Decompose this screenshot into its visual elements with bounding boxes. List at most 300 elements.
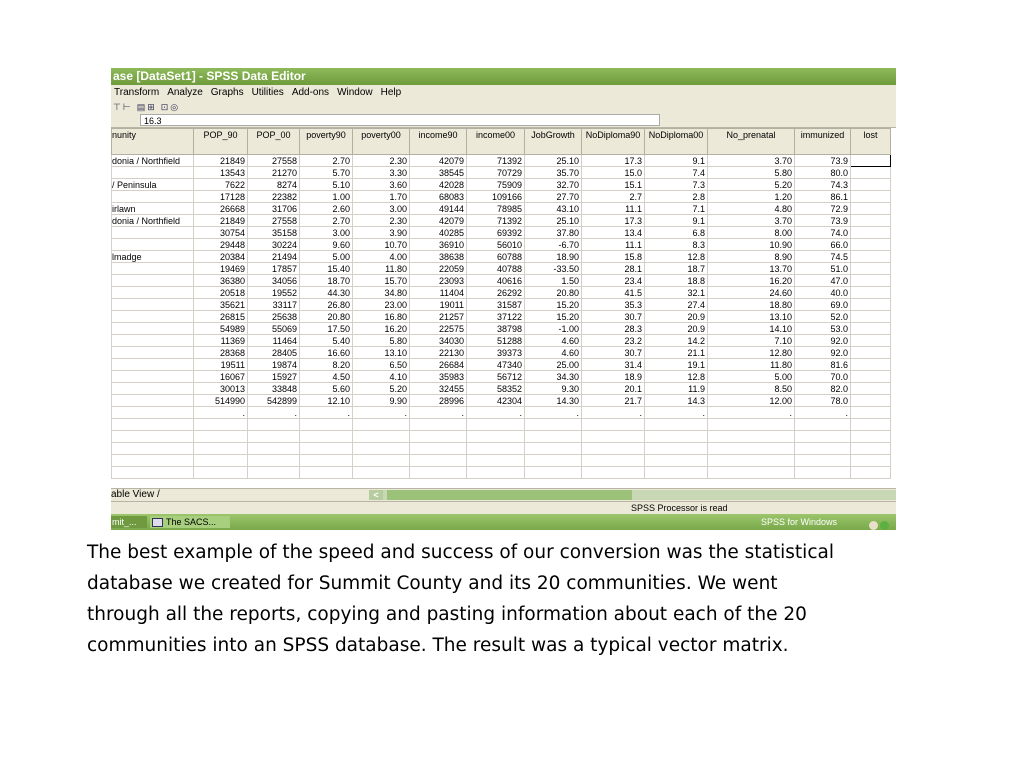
table-cell[interactable]: / Peninsula [112,179,194,191]
table-cell[interactable]: 82.0 [795,383,851,395]
table-cell[interactable] [851,155,891,167]
table-cell[interactable]: 38545 [410,167,467,179]
table-cell[interactable]: 19511 [194,359,248,371]
table-cell[interactable]: 51.0 [795,263,851,275]
table-cell[interactable] [112,299,194,311]
table-cell[interactable]: 2.30 [353,155,410,167]
table-cell[interactable] [582,455,645,467]
table-cell[interactable] [112,419,194,431]
menu-item-transform[interactable]: Transform [114,87,160,98]
column-header-nodiploma90[interactable]: NoDiploma90 [582,129,645,155]
table-cell[interactable]: 12.80 [708,347,795,359]
table-cell[interactable] [851,311,891,323]
table-cell[interactable]: 38638 [410,251,467,263]
table-cell[interactable]: 44.30 [300,287,353,299]
table-cell[interactable]: 14.3 [645,395,708,407]
table-cell[interactable]: 3.70 [708,155,795,167]
table-cell[interactable] [353,455,410,467]
menu-item-graphs[interactable]: Graphs [210,87,244,98]
table-cell[interactable]: 13.4 [582,227,645,239]
table-cell[interactable]: 28.1 [582,263,645,275]
table-cell[interactable]: 34.80 [353,287,410,299]
table-cell[interactable]: . [467,407,525,419]
table-cell[interactable] [851,455,891,467]
column-header-poverty00[interactable]: poverty00 [353,129,410,155]
table-cell[interactable]: 11369 [194,335,248,347]
table-cell[interactable]: 80.0 [795,167,851,179]
table-cell[interactable]: 18.9 [582,371,645,383]
table-cell[interactable]: 16.20 [708,275,795,287]
table-cell[interactable]: 33848 [248,383,300,395]
table-cell[interactable] [851,203,891,215]
table-cell[interactable]: 14.2 [645,335,708,347]
table-cell[interactable]: . [410,407,467,419]
column-header-lost[interactable]: lost [851,129,891,155]
table-cell[interactable] [582,467,645,479]
column-header-jobgrowth[interactable]: JobGrowth [525,129,582,155]
column-header-nunity[interactable]: nunity [112,129,194,155]
table-cell[interactable]: 30.7 [582,347,645,359]
table-cell[interactable]: 20.80 [525,287,582,299]
table-cell[interactable] [851,179,891,191]
table-cell[interactable]: 28405 [248,347,300,359]
table-cell[interactable]: 35.3 [582,299,645,311]
table-cell[interactable] [353,467,410,479]
table-cell[interactable]: 12.10 [300,395,353,407]
table-cell[interactable]: 92.0 [795,347,851,359]
table-cell[interactable]: 11.80 [708,359,795,371]
table-cell[interactable] [353,443,410,455]
table-cell[interactable]: 17857 [248,263,300,275]
table-cell[interactable]: 27.70 [525,191,582,203]
table-cell[interactable]: 19552 [248,287,300,299]
table-cell[interactable] [851,239,891,251]
table-cell[interactable]: . [645,407,708,419]
table-cell[interactable] [410,455,467,467]
table-cell[interactable] [194,443,248,455]
table-cell[interactable]: 4.50 [300,371,353,383]
table-cell[interactable]: 24.60 [708,287,795,299]
table-cell[interactable]: 74.0 [795,227,851,239]
table-cell[interactable]: 7.1 [645,203,708,215]
table-cell[interactable] [300,431,353,443]
table-cell[interactable]: 2.70 [300,215,353,227]
table-cell[interactable] [645,455,708,467]
table-cell[interactable] [112,431,194,443]
table-cell[interactable] [708,431,795,443]
table-cell[interactable]: 11.80 [353,263,410,275]
column-header-no-prenatal[interactable]: No_prenatal [708,129,795,155]
table-cell[interactable]: 5.20 [708,179,795,191]
table-cell[interactable]: . [525,407,582,419]
table-cell[interactable]: 34030 [410,335,467,347]
table-cell[interactable] [410,443,467,455]
table-cell[interactable] [645,419,708,431]
table-cell[interactable]: 21849 [194,155,248,167]
table-cell[interactable]: 7.10 [708,335,795,347]
table-cell[interactable] [112,359,194,371]
table-cell[interactable]: 26.80 [300,299,353,311]
table-cell[interactable]: 32455 [410,383,467,395]
table-cell[interactable] [708,443,795,455]
select-cases-icon[interactable]: ⊡ [160,102,169,112]
table-cell[interactable]: 32.1 [645,287,708,299]
table-cell[interactable]: 5.80 [708,167,795,179]
table-cell[interactable]: 15.0 [582,167,645,179]
table-cell[interactable]: 22382 [248,191,300,203]
table-cell[interactable] [112,383,194,395]
table-cell[interactable]: 11.1 [582,203,645,215]
table-cell[interactable]: 40788 [467,263,525,275]
network-icon[interactable] [869,521,878,530]
table-cell[interactable] [112,407,194,419]
table-cell[interactable]: 3.30 [353,167,410,179]
table-cell[interactable]: 5.80 [353,335,410,347]
table-cell[interactable]: 5.40 [300,335,353,347]
table-cell[interactable]: 7.3 [645,179,708,191]
table-cell[interactable]: . [248,407,300,419]
table-cell[interactable]: 71392 [467,215,525,227]
table-cell[interactable] [467,419,525,431]
table-cell[interactable]: 68083 [410,191,467,203]
table-cell[interactable]: 12.00 [708,395,795,407]
table-cell[interactable]: 21494 [248,251,300,263]
table-cell[interactable]: 5.60 [300,383,353,395]
table-cell[interactable] [112,347,194,359]
table-cell[interactable] [851,467,891,479]
table-cell[interactable]: 19.1 [645,359,708,371]
table-cell[interactable]: 11.1 [582,239,645,251]
table-cell[interactable]: 17.3 [582,215,645,227]
table-cell[interactable]: . [353,407,410,419]
table-cell[interactable]: 5.70 [300,167,353,179]
table-cell[interactable]: 72.9 [795,203,851,215]
table-cell[interactable]: 29448 [194,239,248,251]
table-cell[interactable] [582,443,645,455]
table-cell[interactable]: 6.50 [353,359,410,371]
table-cell[interactable] [851,347,891,359]
table-cell[interactable]: 4.10 [353,371,410,383]
table-cell[interactable]: 2.8 [645,191,708,203]
table-cell[interactable] [708,419,795,431]
table-cell[interactable]: 16.20 [353,323,410,335]
table-cell[interactable] [525,455,582,467]
table-cell[interactable]: 15927 [248,371,300,383]
table-cell[interactable]: 19011 [410,299,467,311]
table-cell[interactable] [851,299,891,311]
menu-item-utilities[interactable]: Utilities [251,87,284,98]
table-cell[interactable] [525,467,582,479]
table-cell[interactable] [353,431,410,443]
table-cell[interactable]: 31587 [467,299,525,311]
table-cell[interactable]: 42028 [410,179,467,191]
table-cell[interactable] [467,443,525,455]
column-header-income00[interactable]: income00 [467,129,525,155]
table-cell[interactable]: 26815 [194,311,248,323]
table-cell[interactable]: 54989 [194,323,248,335]
table-cell[interactable] [467,467,525,479]
table-cell[interactable]: 32.70 [525,179,582,191]
table-cell[interactable] [248,419,300,431]
table-cell[interactable] [851,275,891,287]
table-cell[interactable]: 35.70 [525,167,582,179]
table-cell[interactable] [525,443,582,455]
table-cell[interactable] [795,431,851,443]
table-cell[interactable]: 60788 [467,251,525,263]
weight-cases-icon[interactable]: ⊞ [147,102,155,112]
table-cell[interactable] [851,287,891,299]
table-cell[interactable] [300,443,353,455]
table-cell[interactable] [525,431,582,443]
table-cell[interactable]: 75909 [467,179,525,191]
table-cell[interactable]: 8.90 [708,251,795,263]
table-cell[interactable]: 28.3 [582,323,645,335]
table-cell[interactable]: 27558 [248,155,300,167]
menu-item-analyze[interactable]: Analyze [167,87,203,98]
table-cell[interactable]: 8.00 [708,227,795,239]
table-cell[interactable]: . [582,407,645,419]
table-cell[interactable]: 5.10 [300,179,353,191]
table-cell[interactable]: 10.90 [708,239,795,251]
table-cell[interactable] [851,215,891,227]
table-cell[interactable]: 25.10 [525,215,582,227]
table-cell[interactable] [645,443,708,455]
table-cell[interactable] [410,467,467,479]
table-cell[interactable]: 8.50 [708,383,795,395]
table-cell[interactable] [248,455,300,467]
table-cell[interactable]: 3.70 [708,215,795,227]
table-cell[interactable]: 35983 [410,371,467,383]
table-cell[interactable] [851,359,891,371]
table-cell[interactable]: -33.50 [525,263,582,275]
table-cell[interactable]: 9.30 [525,383,582,395]
table-cell[interactable] [112,263,194,275]
table-cell[interactable] [112,455,194,467]
table-cell[interactable]: 40.0 [795,287,851,299]
table-cell[interactable]: 4.80 [708,203,795,215]
menu-item-window[interactable]: Window [337,87,373,98]
split-file-icon[interactable]: ▤ [136,102,146,112]
table-cell[interactable] [112,311,194,323]
table-cell[interactable]: donia / Northfield [112,155,194,167]
table-cell[interactable]: 5.00 [708,371,795,383]
table-cell[interactable]: 2.7 [582,191,645,203]
table-cell[interactable]: 47.0 [795,275,851,287]
table-cell[interactable]: 5.00 [300,251,353,263]
table-cell[interactable]: 19469 [194,263,248,275]
table-cell[interactable] [795,467,851,479]
column-header-nodiploma00[interactable]: NoDiploma00 [645,129,708,155]
table-cell[interactable]: 81.6 [795,359,851,371]
table-cell[interactable]: 20518 [194,287,248,299]
table-cell[interactable]: 15.1 [582,179,645,191]
table-cell[interactable]: 15.40 [300,263,353,275]
table-cell[interactable] [112,191,194,203]
table-cell[interactable]: . [194,407,248,419]
table-cell[interactable]: 18.7 [645,263,708,275]
table-cell[interactable]: 2.60 [300,203,353,215]
table-cell[interactable]: 23.2 [582,335,645,347]
table-cell[interactable] [112,167,194,179]
table-cell[interactable]: 13.10 [708,311,795,323]
table-cell[interactable]: 37.80 [525,227,582,239]
table-cell[interactable]: 514990 [194,395,248,407]
table-cell[interactable]: 17128 [194,191,248,203]
table-cell[interactable]: 71392 [467,155,525,167]
column-header-pop-90[interactable]: POP_90 [194,129,248,155]
table-cell[interactable] [112,227,194,239]
table-cell[interactable]: 25638 [248,311,300,323]
table-cell[interactable] [410,419,467,431]
table-cell[interactable]: 74.5 [795,251,851,263]
table-cell[interactable] [248,443,300,455]
table-cell[interactable]: 23.4 [582,275,645,287]
table-cell[interactable] [112,443,194,455]
table-cell[interactable] [851,383,891,395]
table-cell[interactable] [112,323,194,335]
table-cell[interactable]: 23093 [410,275,467,287]
table-cell[interactable]: 28368 [194,347,248,359]
table-cell[interactable]: 30013 [194,383,248,395]
table-cell[interactable]: 19874 [248,359,300,371]
table-cell[interactable]: 25.10 [525,155,582,167]
taskbar-item-sacs[interactable] [150,516,230,528]
table-cell[interactable]: 53.0 [795,323,851,335]
column-header-income90[interactable]: income90 [410,129,467,155]
table-cell[interactable] [851,443,891,455]
table-cell[interactable]: 47340 [467,359,525,371]
table-cell[interactable]: 55069 [248,323,300,335]
table-cell[interactable]: 3.00 [353,203,410,215]
table-cell[interactable]: 69.0 [795,299,851,311]
table-cell[interactable]: 51288 [467,335,525,347]
table-cell[interactable]: 35621 [194,299,248,311]
table-cell[interactable] [795,443,851,455]
column-header-pop-00[interactable]: POP_00 [248,129,300,155]
table-cell[interactable]: 34056 [248,275,300,287]
table-cell[interactable]: 542899 [248,395,300,407]
table-cell[interactable] [851,227,891,239]
table-cell[interactable] [851,251,891,263]
table-cell[interactable] [112,335,194,347]
table-cell[interactable]: 7622 [194,179,248,191]
table-cell[interactable] [248,431,300,443]
table-cell[interactable]: 86.1 [795,191,851,203]
table-cell[interactable]: 16.60 [300,347,353,359]
table-cell[interactable]: 58352 [467,383,525,395]
table-cell[interactable]: 12.8 [645,371,708,383]
table-cell[interactable]: . [708,407,795,419]
table-cell[interactable] [300,455,353,467]
table-cell[interactable]: 3.60 [353,179,410,191]
table-cell[interactable] [795,419,851,431]
table-cell[interactable]: -6.70 [525,239,582,251]
table-cell[interactable]: 20.9 [645,323,708,335]
table-cell[interactable]: 9.90 [353,395,410,407]
table-cell[interactable]: 18.70 [300,275,353,287]
table-cell[interactable] [248,467,300,479]
table-cell[interactable]: 26668 [194,203,248,215]
table-cell[interactable] [467,455,525,467]
table-cell[interactable]: 52.0 [795,311,851,323]
table-cell[interactable]: 11404 [410,287,467,299]
table-cell[interactable] [851,191,891,203]
table-cell[interactable]: 40285 [410,227,467,239]
table-cell[interactable]: 23.00 [353,299,410,311]
table-cell[interactable]: 28996 [410,395,467,407]
table-cell[interactable]: 70729 [467,167,525,179]
chart-icon[interactable]: ⊢ [122,102,131,112]
table-cell[interactable] [467,431,525,443]
table-cell[interactable] [410,431,467,443]
table-cell[interactable]: 27.4 [645,299,708,311]
table-cell[interactable]: 10.70 [353,239,410,251]
table-cell[interactable]: 9.1 [645,155,708,167]
table-cell[interactable] [194,419,248,431]
table-cell[interactable]: 25.00 [525,359,582,371]
table-cell[interactable]: 70.0 [795,371,851,383]
table-cell[interactable]: 92.0 [795,335,851,347]
table-cell[interactable]: 30224 [248,239,300,251]
table-cell[interactable]: 9.1 [645,215,708,227]
security-icon[interactable] [880,521,889,530]
table-cell[interactable]: 17.50 [300,323,353,335]
table-cell[interactable]: 9.60 [300,239,353,251]
table-cell[interactable]: 33117 [248,299,300,311]
table-cell[interactable]: 13.10 [353,347,410,359]
table-cell[interactable]: 49144 [410,203,467,215]
table-cell[interactable]: 4.00 [353,251,410,263]
table-cell[interactable]: 11.9 [645,383,708,395]
table-cell[interactable] [851,335,891,347]
table-cell[interactable] [851,323,891,335]
table-cell[interactable]: 1.70 [353,191,410,203]
table-cell[interactable]: 18.8 [645,275,708,287]
table-cell[interactable]: 42079 [410,155,467,167]
table-cell[interactable]: 7.4 [645,167,708,179]
table-cell[interactable]: 13543 [194,167,248,179]
table-cell[interactable]: 2.30 [353,215,410,227]
table-cell[interactable]: 74.3 [795,179,851,191]
table-cell[interactable] [194,467,248,479]
scrollbar-thumb[interactable] [387,490,632,500]
table-cell[interactable]: 2.70 [300,155,353,167]
scroll-left-icon[interactable]: < [369,490,383,500]
table-cell[interactable] [851,407,891,419]
table-cell[interactable] [194,455,248,467]
table-cell[interactable]: 27558 [248,215,300,227]
table-cell[interactable]: 41.5 [582,287,645,299]
table-cell[interactable]: 40616 [467,275,525,287]
column-header-immunized[interactable]: immunized [795,129,851,155]
table-cell[interactable]: 78985 [467,203,525,215]
table-cell[interactable]: 16.80 [353,311,410,323]
table-cell[interactable] [645,467,708,479]
table-cell[interactable]: 3.90 [353,227,410,239]
menu-item-help[interactable]: Help [380,87,402,98]
table-cell[interactable]: 42079 [410,215,467,227]
table-cell[interactable]: 22130 [410,347,467,359]
table-cell[interactable]: 26292 [467,287,525,299]
table-cell[interactable]: 35158 [248,227,300,239]
table-cell[interactable] [112,395,194,407]
table-cell[interactable]: 16067 [194,371,248,383]
table-cell[interactable]: lmadge [112,251,194,263]
table-cell[interactable]: . [795,407,851,419]
value-labels-icon[interactable]: ◎ [170,102,179,112]
table-cell[interactable] [851,395,891,407]
table-cell[interactable]: 21.7 [582,395,645,407]
